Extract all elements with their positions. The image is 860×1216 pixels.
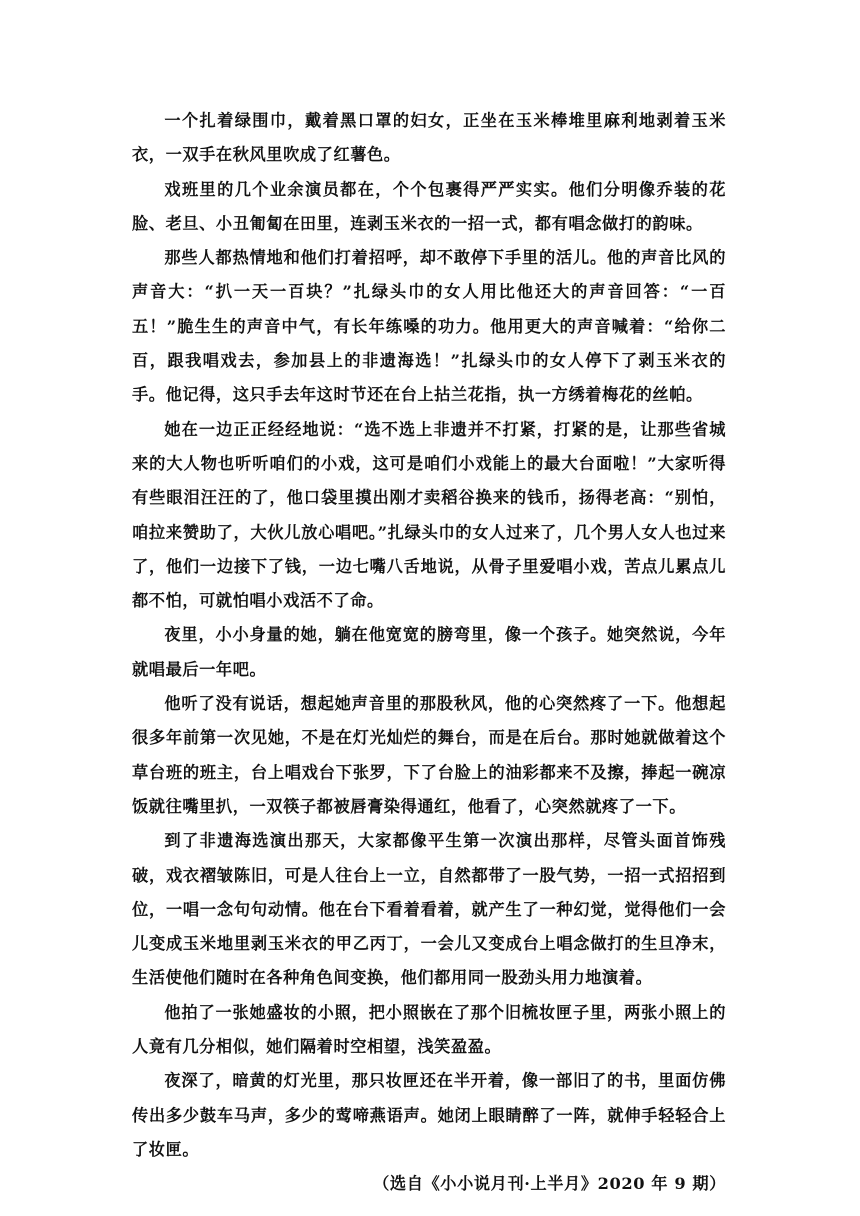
paragraph-7: 到了非遗海选演出那天，大家都像平生第一次演出那样，尽管头面首饰残破，戏衣褶皱陈旧，可是人往台上一立，自然都带了一股气势，一招一式招招到位，一唱一念句句动情。他在台下看着看着，就产生了一种幻觉，觉得他们一会儿变成玉米地里剥玉米衣的甲乙丙丁，一会儿又变成台上唱念做打的生旦净末，生活使他们随时在各种角色间变换，他们都用同一股劲头用力地演着。 <box>132 831 726 988</box>
paragraph-1: 一个扎着绿围巾，戴着黑口罩的妇女，正坐在玉米棒堆里麻利地剥着玉米衣，一双手在秋风里吹成了红薯色。 <box>132 111 726 165</box>
paragraph-5: 夜里，小小身量的她，躺在他宽宽的膀弯里，像一个孩子。她突然说，今年就唱最后一年吧。 <box>132 625 726 679</box>
paragraph-9: 夜深了，暗黄的灯光里，那只妆匣还在半开着，像一部旧了的书，里面仿佛传出多少鼓车马声，多少的莺啼燕语声。她闭上眼睛醉了一阵，就伸手轻轻合上了妆匣。 <box>132 1071 726 1159</box>
source-citation: （选自《小小说月刊·上半月》2020 年 9 期） <box>373 1174 726 1194</box>
story-text <box>132 104 726 1202</box>
paragraph-8: 他拍了一张她盛妆的小照，把小照嵌在了那个旧梳妆匣子里，两张小照上的人竟有几分相似，她们隔着时空相望，浅笑盈盈。 <box>132 1002 726 1057</box>
paragraph-6: 他听了没有说话，想起她声音里的那股秋风，他的心突然疼了一下。他想起很多年前第一次见她，不是在灯光灿烂的舞台，而是在后台。那时她就做着这个草台班的班主，台上唱戏台下张罗，下了台脸上的油彩都来不及擦，捧起一碗凉饭就往嘴里扒，一双筷子都被唇膏染得通红，他看了，心突然就疼了一下。 <box>132 694 726 816</box>
paragraph-3: 那些人都热情地和他们打着招呼，却不敢停下手里的活儿。他的声音比风的声音大：“扒一天一百块？”扎绿头巾的女人用比他还大的声音回答：“一百五！”脆生生的声音中气，有长年练嗓的功力。他用更大的声音喊着：“给你二百，跟我唱戏去，参加县上的非遗海选！”扎绿头巾的女人停下了剥玉米衣的手。他记得，这只手去年这时节还在台上拈兰花指，执一方绣着梅花的丝帕。 <box>132 248 726 405</box>
paragraph-2: 戏班里的几个业余演员都在，个个包裹得严严实实。他们分明像乔装的花脸、老旦、小丑匍匐在田里，连剥玉米衣的一招一式，都有唱念做打的韵味。 <box>132 179 726 233</box>
paragraph-4: 她在一边正正经经地说：“选不选上非遗并不打紧，打紧的是，让那些省城来的大人物也听听咱们的小戏，这可是咱们小戏能上的最大台面啦！”大家听得有些眼泪汪汪的了，他口袋里摸出刚才卖稻谷换来的钱币，扬得老高：“别怕，咱拉来赞助了，大伙儿放心唱吧。”扎绿头巾的女人过来了，几个男人女人也过来了，他们一边接下了钱，一边七嘴八舌地说，从骨子里爱唱小戏，苦点儿累点儿都不怕，可就怕唱小戏活不了命。 <box>132 419 726 611</box>
